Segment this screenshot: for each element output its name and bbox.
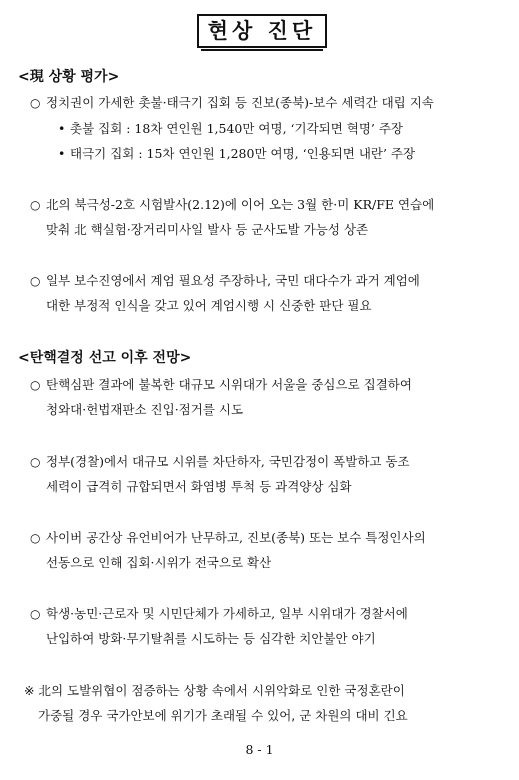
circle-bullet-icon: ○ [30, 455, 41, 469]
item-text-continuation: 선동으로 인해 집회·시위가 전국으로 확산 [46, 555, 272, 570]
list-item [30, 197, 434, 213]
dot-bullet-icon: • [58, 121, 66, 136]
item-text: 일부 보수진영에서 계엄 필요성 주장하나, 국민 대다수가 과거 계엄에 [46, 273, 420, 288]
item-text-continuation: 청와대·헌법재판소 진입·점거를 시도 [46, 402, 244, 417]
sub-item-text: 촛불 집회 : 18차 연인원 1,540만 여명, ‘기각되면 혁명’ 주장 [70, 121, 404, 136]
item-text-continuation: 대한 부정적 인식을 갖고 있어 계엄시행 시 신중한 판단 필요 [46, 298, 372, 313]
item-text: 정치권이 가세한 촛불·태극기 집회 등 진보(종북)-보수 세력간 대립 지속 [46, 95, 434, 110]
section-heading-current-assessment: <現 상황 평가> [18, 69, 120, 85]
note-text: 北의 도발위협이 점증하는 상황 속에서 시위악화로 인한 국정혼란이 [38, 683, 405, 698]
sub-item-text: 태극기 집회 : 15차 연인원 1,280만 여명, ‘인용되면 내란’ 주장 [70, 146, 416, 161]
item-text: 사이버 공간상 유언비어가 난무하고, 진보(종북) 또는 보수 특정인사의 [46, 530, 426, 545]
item-text-continuation: 난입하여 방화·무기탈취를 시도하는 등 심각한 치안불안 야기 [46, 631, 376, 646]
item-text: 北의 북극성-2호 시험발사(2.12)에 이어 오는 3월 한·미 KR/FE 연습에 [46, 197, 435, 212]
list-item [30, 530, 426, 546]
item-text: 학생·농민·근로자 및 시민단체가 가세하고, 일부 시위대가 경찰서에 [46, 606, 408, 621]
sub-list-item [58, 121, 403, 137]
circle-bullet-icon: ○ [30, 531, 41, 545]
item-text-continuation: 맞춰 北 핵실험·장거리미사일 발사 등 군사도발 가능성 상존 [46, 222, 369, 237]
circle-bullet-icon: ○ [30, 378, 41, 392]
document-title: 현상 진단 [197, 14, 327, 48]
list-item [30, 606, 408, 622]
list-item [30, 273, 420, 289]
list-item [30, 454, 410, 470]
sub-list-item [58, 146, 415, 162]
list-item [30, 377, 412, 393]
item-text: 정부(경찰)에서 대규모 시위를 차단하자, 국민감정이 폭발하고 동조 [46, 454, 410, 469]
list-item [30, 95, 434, 111]
section-heading-outlook: <탄핵결정 선고 이후 전망> [18, 350, 192, 366]
circle-bullet-icon: ○ [30, 96, 41, 110]
circle-bullet-icon: ○ [30, 607, 41, 621]
page-number: 8 - 1 [245, 742, 274, 757]
dot-bullet-icon: • [58, 146, 66, 161]
item-text: 탄핵심판 결과에 불복한 대규모 시위대가 서울을 중심으로 집결하여 [46, 377, 412, 392]
note-continuation: 가중될 경우 국가안보에 위기가 초래될 수 있어, 군 차원의 대비 긴요 [38, 708, 408, 723]
circle-bullet-icon: ○ [30, 198, 41, 212]
note [24, 683, 405, 699]
reference-mark-icon: ※ [24, 683, 35, 698]
item-text-continuation: 세력이 급격히 규합되면서 화염병 투척 등 과격양상 심화 [46, 479, 352, 494]
circle-bullet-icon: ○ [30, 274, 41, 288]
